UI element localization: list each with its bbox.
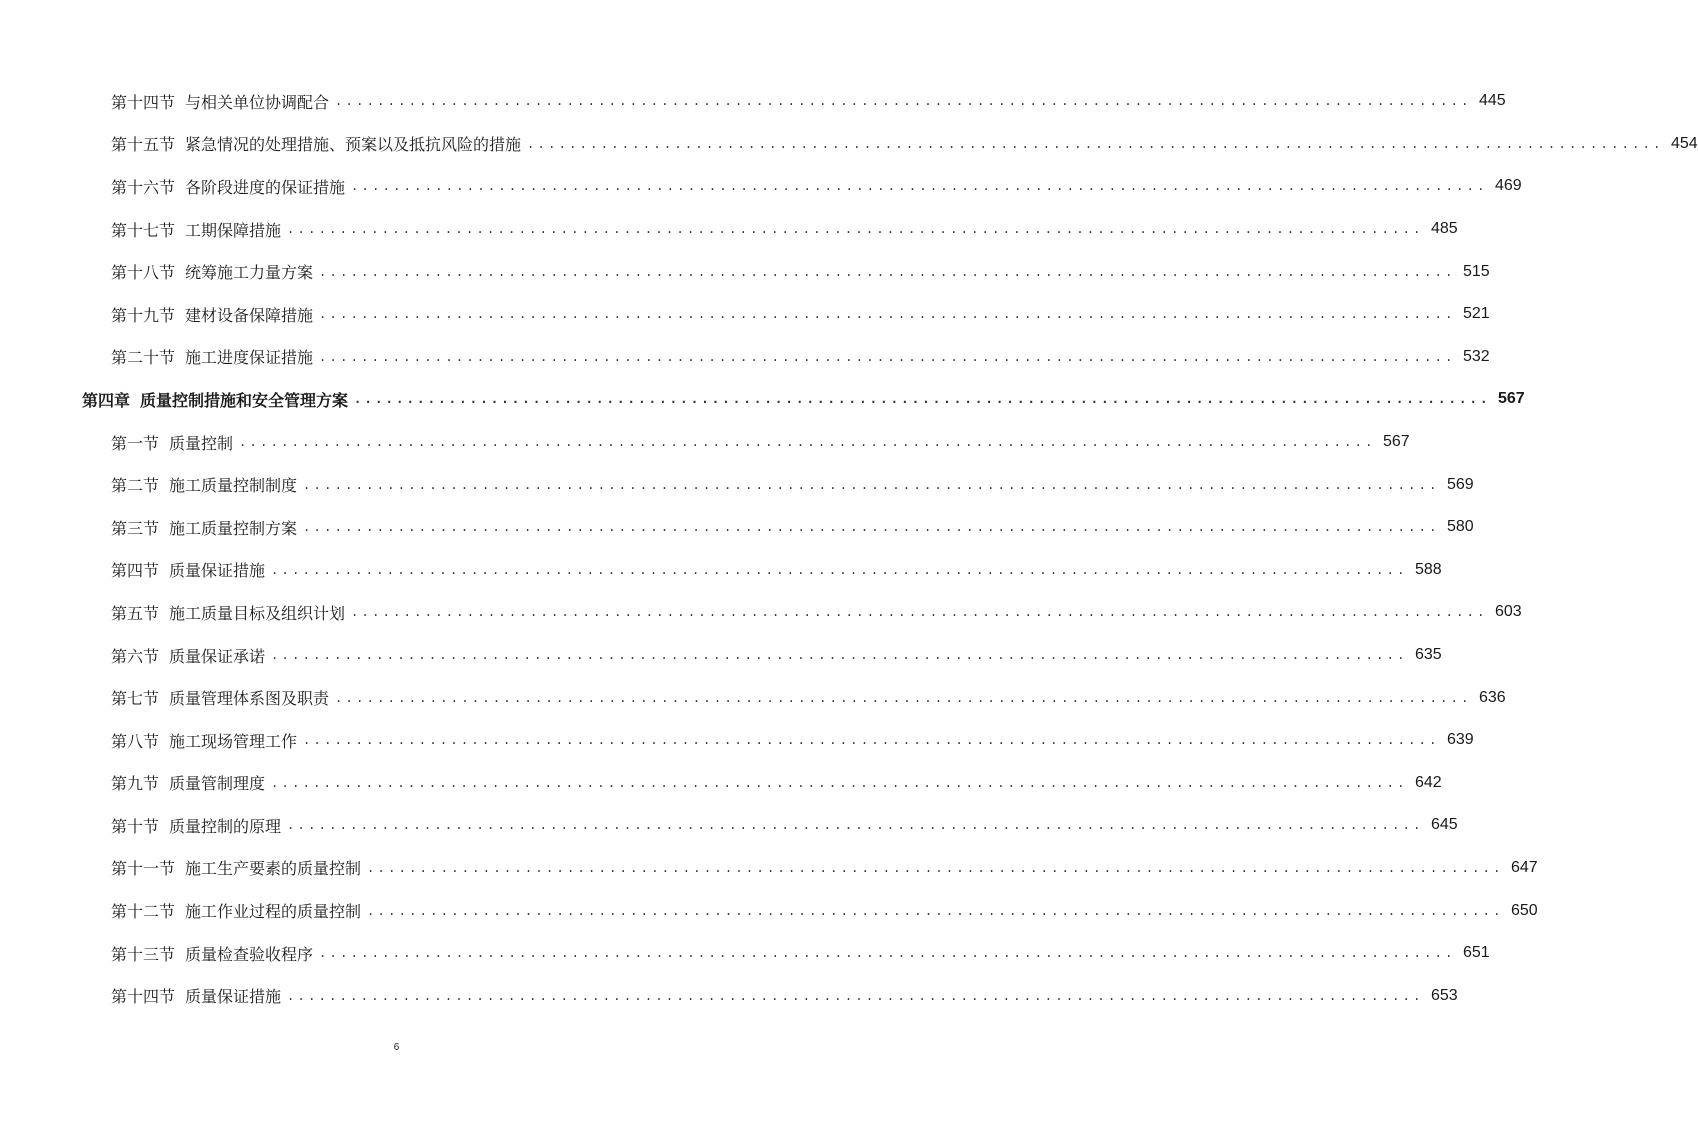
toc-dot-leader: ............................................................................................................ [271,775,1408,790]
toc-entry[interactable] [0,634,1442,677]
toc-dot-leader: ............................................................................................................ [303,477,1440,492]
toc-entry[interactable] [0,123,1698,166]
toc-entry-number: 第二十节 [111,348,176,368]
toc-dot-leader: ............................................................................................................ [287,222,1424,237]
toc-entry-page: 569 [1447,475,1474,493]
toc-entry-page: 580 [1447,518,1474,536]
toc-entry-page: 588 [1415,560,1442,578]
toc-entry-number: 第七节 [111,689,160,709]
toc-chapter-title: 质量控制措施和安全管理方案 [140,390,349,410]
toc-entry[interactable] [0,974,1458,1017]
toc-entry[interactable] [0,762,1442,805]
toc-entry-number: 第一节 [111,433,160,453]
toc-entry-page: 469 [1495,177,1522,195]
toc-entry-title: 质量检查验收程序 [185,944,314,964]
toc-dot-leader: ............................................................................................................ [527,136,1664,151]
toc-dot-leader: ............................................................................................................ [271,648,1408,663]
toc-entry[interactable] [0,719,1474,762]
toc-dot-leader: ............................................................................................................ [287,988,1424,1003]
toc-entry-page: 485 [1431,220,1458,238]
toc-entry[interactable] [0,165,1522,208]
toc-entry-page: 567 [1383,433,1410,451]
toc-entry-number: 第十四节 [111,92,176,112]
toc-entry-page: 636 [1479,688,1506,706]
toc-entry-title: 施工进度保证措施 [185,348,314,368]
toc-entry-title: 施工质量控制方案 [169,518,298,538]
toc-entry-page: 532 [1463,347,1490,365]
toc-entry-page: 642 [1415,773,1442,791]
toc-dot-leader: ............................................................................................................ [319,264,1456,279]
toc-dot-leader: ............................................................................................................ [351,179,1488,194]
toc-entry-title: 统筹施工力量方案 [185,263,314,283]
toc-chapter-entry[interactable] [0,378,1525,421]
toc-entry[interactable] [0,421,1410,464]
toc-entry-title: 施工质量目标及组织计划 [169,603,346,623]
toc-entry[interactable] [0,932,1490,975]
toc-entry[interactable] [0,208,1458,251]
toc-dot-leader: ............................................................................................................ [354,392,1491,407]
toc-entry[interactable] [0,847,1538,890]
toc-entry-title: 施工质量控制制度 [169,476,298,496]
toc-dot-leader: ............................................................................................................ [319,946,1456,961]
toc-entry[interactable] [0,549,1442,592]
toc-entry-title: 质量管制理度 [169,774,266,794]
toc-entry-title: 建材设备保障措施 [185,305,314,325]
toc-entry[interactable] [0,463,1474,506]
toc-entry[interactable] [0,506,1474,549]
toc-dot-leader: ............................................................................................................ [319,349,1456,364]
toc-chapter-number: 第四章 [82,390,131,410]
toc-entry-number: 第十四节 [111,987,176,1007]
toc-entry-page: 639 [1447,731,1474,749]
toc-entry-page: 653 [1431,986,1458,1004]
toc-entry[interactable] [0,80,1506,123]
toc-entry-page: 651 [1463,944,1490,962]
toc-entry[interactable] [0,250,1490,293]
toc-dot-leader: ............................................................................................................ [367,903,1504,918]
toc-entry-number: 第十二节 [111,902,176,922]
toc-dot-leader: ............................................................................................................ [271,562,1408,577]
toc-entry-number: 第三节 [111,518,160,538]
toc-entry-number: 第十节 [111,816,160,836]
table-of-contents [0,80,1698,1017]
toc-entry-title: 质量控制的原理 [169,816,282,836]
toc-entry-page: 647 [1511,858,1538,876]
toc-entry-number: 第六节 [111,646,160,666]
toc-entry-title: 工期保障措施 [185,220,282,240]
toc-entry-number: 第十七节 [111,220,176,240]
toc-entry-page: 521 [1463,305,1490,323]
toc-entry[interactable] [0,336,1490,379]
toc-entry-title: 各阶段进度的保证措施 [185,177,346,197]
toc-entry-page: 454 [1671,134,1698,152]
toc-dot-leader: ............................................................................................................ [239,435,1376,450]
toc-entry-number: 第八节 [111,731,160,751]
toc-entry-title: 施工生产要素的质量控制 [185,859,362,879]
toc-dot-leader: ............................................................................................................ [303,520,1440,535]
toc-entry-title: 施工作业过程的质量控制 [185,902,362,922]
toc-entry-number: 第十五节 [111,135,176,155]
toc-entry-number: 第九节 [111,774,160,794]
toc-entry[interactable] [0,804,1458,847]
toc-dot-leader: ............................................................................................................ [319,307,1456,322]
toc-entry-title: 质量保证承诺 [169,646,266,666]
toc-entry[interactable] [0,293,1490,336]
toc-entry-page: 650 [1511,901,1538,919]
toc-entry-title: 质量保证措施 [169,561,266,581]
toc-entry[interactable] [0,889,1538,932]
toc-dot-leader: ............................................................................................................ [351,605,1488,620]
toc-entry-number: 第十一节 [111,859,176,879]
toc-entry-number: 第十六节 [111,177,176,197]
toc-entry-title: 质量管理体系图及职责 [169,689,330,709]
toc-dot-leader: ............................................................................................................ [367,860,1504,875]
toc-entry[interactable] [0,676,1506,719]
toc-entry-number: 第四节 [111,561,160,581]
toc-entry-page: 445 [1479,92,1506,110]
toc-entry-title: 紧急情况的处理措施、预案以及抵抗风险的措施 [185,135,522,155]
toc-dot-leader: ............................................................................................................ [287,818,1424,833]
toc-entry[interactable] [0,591,1522,634]
toc-entry-title: 施工现场管理工作 [169,731,298,751]
toc-dot-leader: ............................................................................................................ [335,690,1472,705]
page-number: 6 [393,1042,400,1053]
toc-entry-page: 645 [1431,816,1458,834]
toc-dot-leader: ............................................................................................................ [335,94,1472,109]
toc-entry-number: 第五节 [111,603,160,623]
toc-entry-title: 质量保证措施 [185,987,282,1007]
toc-entry-page: 515 [1463,262,1490,280]
toc-entry-number: 第十九节 [111,305,176,325]
toc-entry-number: 第十三节 [111,944,176,964]
toc-entry-number: 第二节 [111,476,160,496]
toc-entry-page: 603 [1495,603,1522,621]
toc-entry-title: 与相关单位协调配合 [185,92,330,112]
toc-entry-page: 635 [1415,646,1442,664]
toc-entry-title: 质量控制 [169,433,234,453]
toc-entry-number: 第十八节 [111,263,176,283]
toc-dot-leader: ............................................................................................................ [303,733,1440,748]
toc-chapter-page: 567 [1498,390,1525,408]
